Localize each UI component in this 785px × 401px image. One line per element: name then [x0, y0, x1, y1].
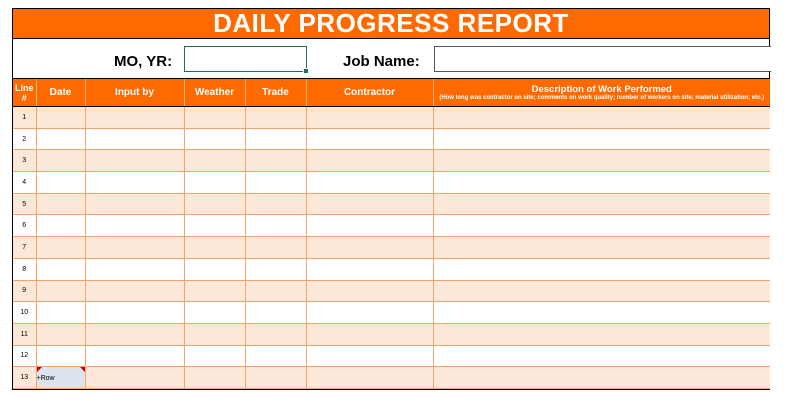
input-by-cell[interactable] — [85, 193, 184, 215]
line-number-cell: 11 — [13, 323, 36, 345]
date-cell[interactable] — [36, 215, 85, 237]
input-by-cell[interactable] — [85, 345, 184, 367]
line-number-cell: 2 — [13, 128, 36, 150]
date-cell[interactable] — [36, 150, 85, 172]
trade-cell[interactable] — [245, 258, 306, 280]
description-cell[interactable] — [433, 302, 770, 324]
table-row — [13, 128, 770, 150]
date-cell[interactable] — [36, 258, 85, 280]
weather-cell[interactable] — [184, 367, 245, 389]
contractor-cell[interactable] — [306, 150, 433, 172]
info-row — [13, 39, 769, 78]
header-date: Date — [36, 79, 85, 107]
title-bar — [13, 9, 769, 39]
table-row — [13, 193, 770, 215]
weather-cell[interactable] — [184, 107, 245, 129]
mo-yr-label: MO, YR: — [114, 53, 173, 70]
contractor-cell[interactable] — [306, 280, 433, 302]
contractor-cell[interactable] — [306, 215, 433, 237]
description-cell[interactable] — [433, 258, 770, 280]
line-number-cell: 12 — [13, 345, 36, 367]
comment-marker-icon — [80, 367, 85, 372]
input-by-cell[interactable] — [85, 258, 184, 280]
job-name-label: Job Name: — [343, 53, 420, 70]
add-row-cell[interactable] — [36, 367, 85, 389]
trade-cell[interactable] — [245, 345, 306, 367]
header-trade: Trade — [245, 79, 306, 107]
input-by-cell[interactable] — [85, 107, 184, 129]
table-body — [13, 107, 770, 389]
weather-cell[interactable] — [184, 150, 245, 172]
description-cell[interactable] — [433, 107, 770, 129]
line-number-cell: 10 — [13, 302, 36, 324]
contractor-cell[interactable] — [306, 193, 433, 215]
weather-cell[interactable] — [184, 237, 245, 259]
line-number-cell: 1 — [13, 107, 36, 129]
weather-cell[interactable] — [184, 280, 245, 302]
contractor-cell[interactable] — [306, 128, 433, 150]
description-cell[interactable] — [433, 215, 770, 237]
table-row — [13, 150, 770, 172]
trade-cell[interactable] — [245, 128, 306, 150]
trade-cell[interactable] — [245, 150, 306, 172]
input-by-cell[interactable] — [85, 172, 184, 194]
date-cell[interactable] — [36, 323, 85, 345]
description-cell[interactable] — [433, 323, 770, 345]
date-cell[interactable] — [36, 107, 85, 129]
trade-cell[interactable] — [245, 302, 306, 324]
line-number-cell: 4 — [13, 172, 36, 194]
contractor-cell[interactable] — [306, 258, 433, 280]
header-weather: Weather — [184, 79, 245, 107]
table-header-row — [13, 79, 770, 107]
trade-cell[interactable] — [245, 172, 306, 194]
description-cell[interactable] — [433, 367, 770, 389]
trade-cell[interactable] — [245, 193, 306, 215]
weather-cell[interactable] — [184, 193, 245, 215]
line-number-cell: 5 — [13, 193, 36, 215]
input-by-cell[interactable] — [85, 215, 184, 237]
date-cell[interactable] — [36, 345, 85, 367]
line-number-cell: 9 — [13, 280, 36, 302]
description-cell[interactable] — [433, 345, 770, 367]
table-row — [13, 323, 770, 345]
fill-handle[interactable] — [303, 68, 309, 74]
description-cell[interactable] — [433, 172, 770, 194]
comment-marker-icon — [37, 367, 42, 372]
trade-cell[interactable] — [245, 107, 306, 129]
date-cell[interactable] — [36, 128, 85, 150]
contractor-cell[interactable] — [306, 237, 433, 259]
weather-cell[interactable] — [184, 258, 245, 280]
input-by-cell[interactable] — [85, 323, 184, 345]
trade-cell[interactable] — [245, 215, 306, 237]
description-cell[interactable] — [433, 150, 770, 172]
contractor-cell[interactable] — [306, 367, 433, 389]
header-input-by: Input by — [85, 79, 184, 107]
trade-cell[interactable] — [245, 367, 306, 389]
job-name-input[interactable] — [434, 46, 771, 72]
weather-cell[interactable] — [184, 215, 245, 237]
weather-cell[interactable] — [184, 128, 245, 150]
description-cell[interactable] — [433, 128, 770, 150]
weather-cell[interactable] — [184, 323, 245, 345]
line-number-cell: 6 — [13, 215, 36, 237]
report-title: DAILY PROGRESS REPORT — [213, 8, 569, 38]
date-cell[interactable] — [36, 280, 85, 302]
weather-cell[interactable] — [184, 345, 245, 367]
date-cell[interactable] — [36, 193, 85, 215]
date-cell[interactable] — [36, 172, 85, 194]
contractor-cell[interactable] — [306, 323, 433, 345]
weather-cell[interactable] — [184, 172, 245, 194]
header-description: Description of Work Performed (How long was contractor on site; comments on work quality; number of workers on site; material utilization; etc.) — [433, 79, 770, 107]
contractor-cell[interactable] — [306, 107, 433, 129]
table-row — [13, 258, 770, 280]
spreadsheet-report — [12, 8, 770, 390]
input-by-cell[interactable] — [85, 128, 184, 150]
input-by-cell[interactable] — [85, 302, 184, 324]
add-row-label[interactable]: +Row — [36, 375, 55, 383]
trade-cell[interactable] — [245, 323, 306, 345]
trade-cell[interactable] — [245, 280, 306, 302]
table-row — [13, 215, 770, 237]
input-by-cell[interactable] — [85, 237, 184, 259]
table-row — [13, 302, 770, 324]
contractor-cell[interactable] — [306, 345, 433, 367]
weather-cell[interactable] — [184, 302, 245, 324]
table-row — [13, 280, 770, 302]
line-number-cell: 7 — [13, 237, 36, 259]
table-row — [13, 172, 770, 194]
input-by-cell[interactable] — [85, 367, 184, 389]
mo-yr-input[interactable] — [184, 46, 307, 72]
contractor-cell[interactable] — [306, 172, 433, 194]
line-number-cell: 8 — [13, 258, 36, 280]
table-row — [13, 345, 770, 367]
table-row — [13, 237, 770, 259]
line-number-cell: 13 — [13, 367, 36, 389]
input-by-cell[interactable] — [85, 150, 184, 172]
line-number-cell: 3 — [13, 150, 36, 172]
header-line: Line # — [13, 79, 36, 107]
table-row — [13, 367, 770, 389]
contractor-cell[interactable] — [306, 302, 433, 324]
description-cell[interactable] — [433, 237, 770, 259]
table-row — [13, 107, 770, 129]
header-contractor: Contractor — [306, 79, 433, 107]
description-cell[interactable] — [433, 280, 770, 302]
progress-table — [13, 78, 770, 389]
trade-cell[interactable] — [245, 237, 306, 259]
input-by-cell[interactable] — [85, 280, 184, 302]
date-cell[interactable] — [36, 302, 85, 324]
date-cell[interactable] — [36, 237, 85, 259]
description-cell[interactable] — [433, 193, 770, 215]
